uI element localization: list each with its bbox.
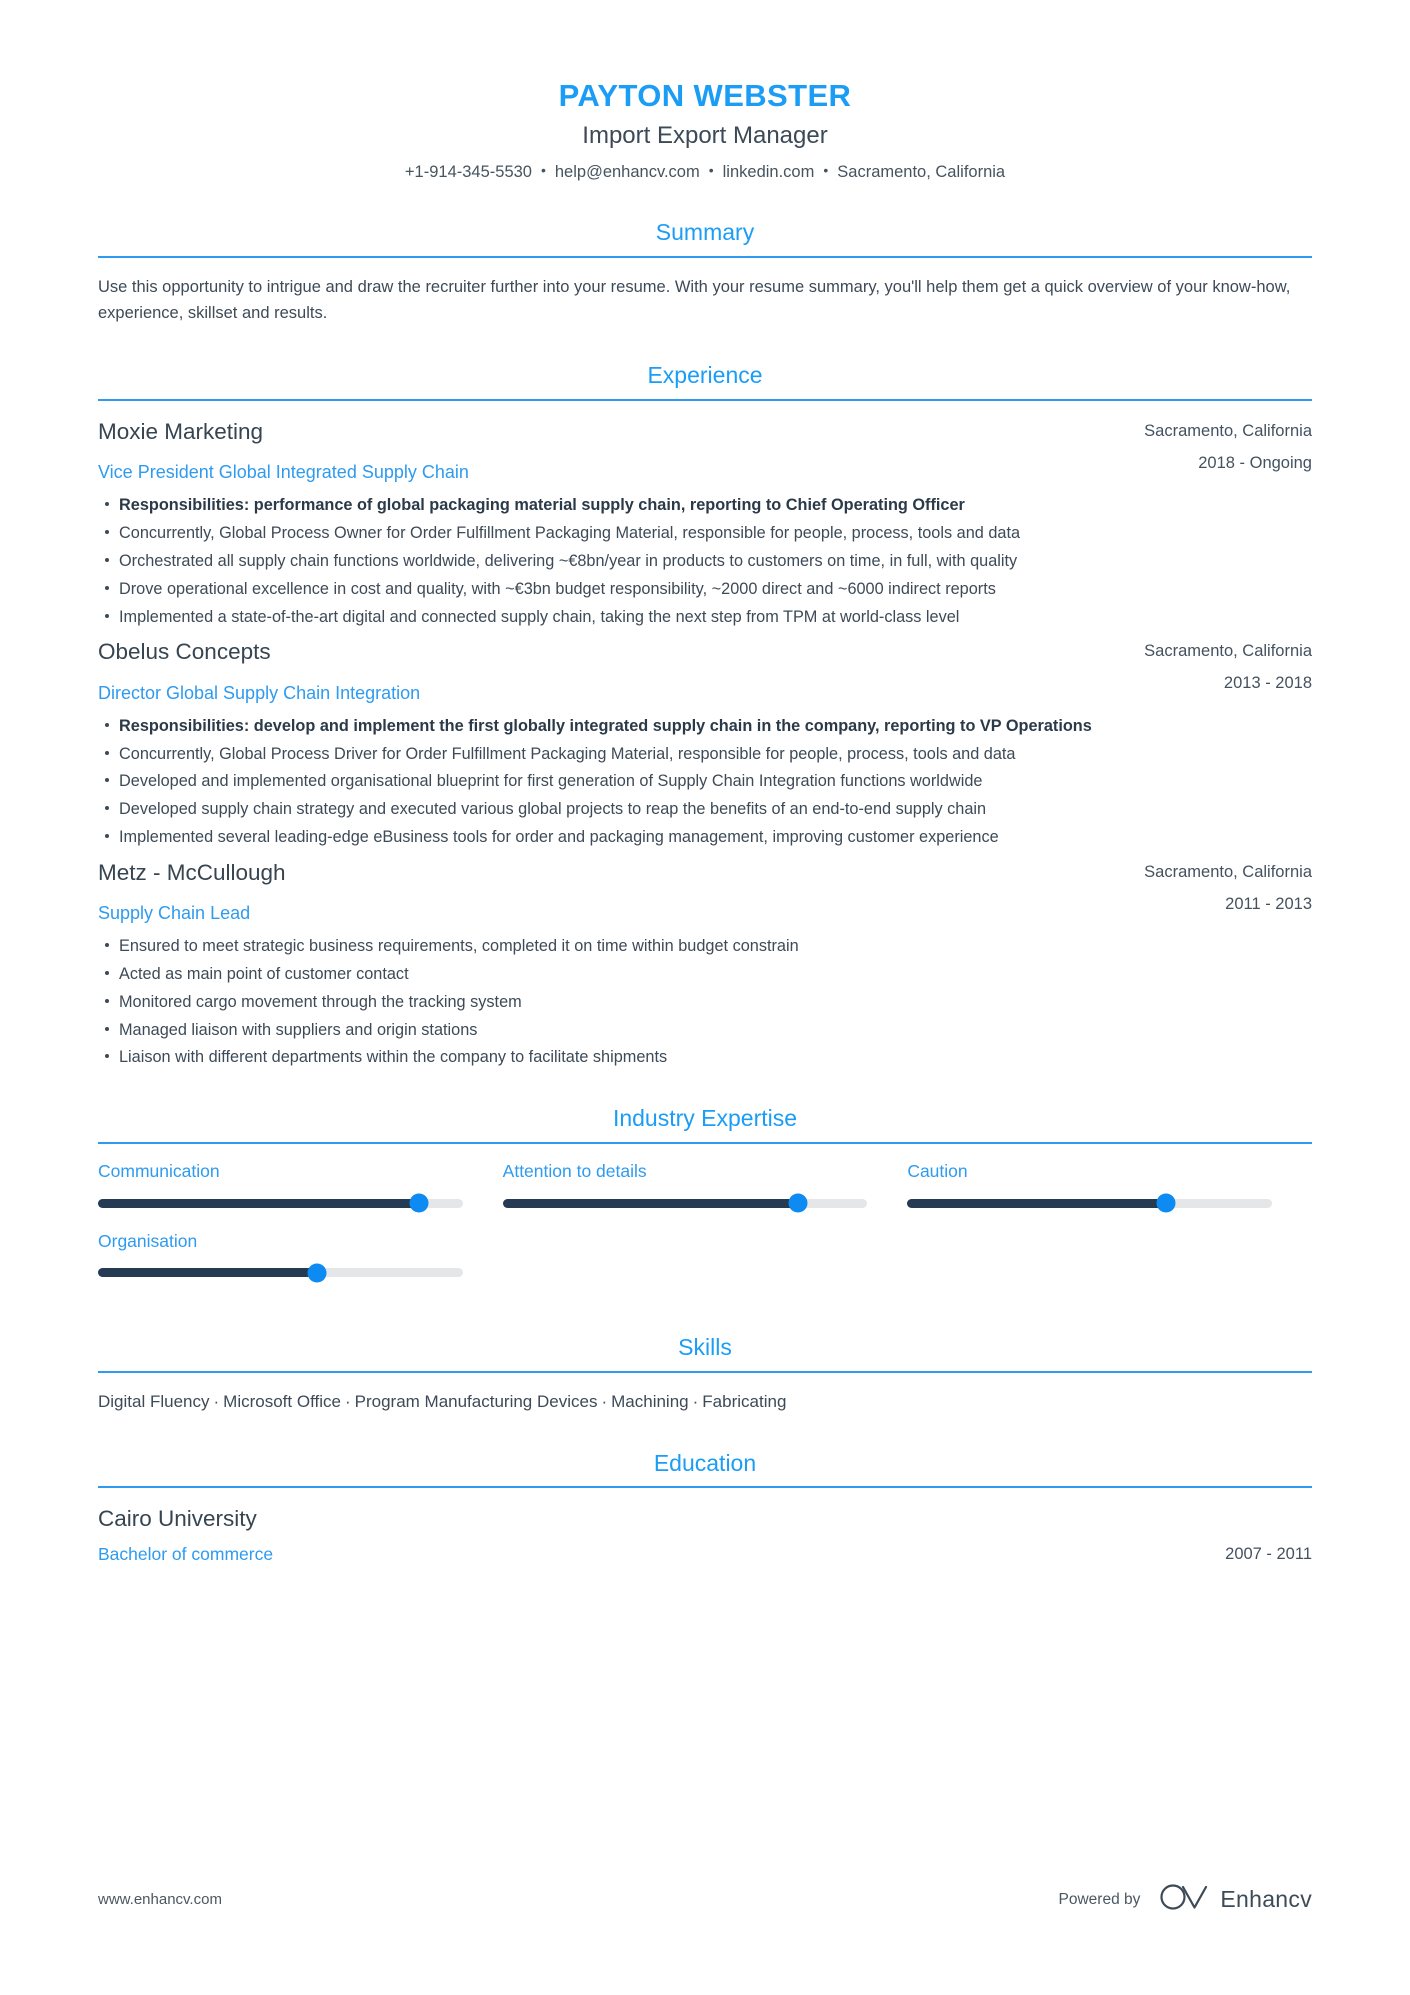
expertise-label: Caution [907, 1160, 968, 1181]
section-experience [98, 361, 1312, 1070]
job-location: Sacramento, California [1144, 421, 1312, 440]
education-dates: 2007 - 2011 [1225, 1545, 1312, 1564]
expertise-slider-track[interactable] [907, 1199, 1272, 1208]
skill-item: Fabricating [702, 1392, 787, 1412]
job-dates: 2018 - Ongoing [1198, 453, 1312, 472]
experience-entry-header [98, 417, 1312, 485]
job-role-title: Director Global Supply Chain Integration [98, 682, 421, 703]
footer-branding [1059, 1882, 1312, 1917]
experience-entry-meta [1107, 417, 1312, 475]
expertise-item [98, 1230, 503, 1278]
expertise-slider-track[interactable] [98, 1199, 463, 1208]
experience-list [98, 401, 1312, 1070]
section-title-industry-expertise: Industry Expertise [612, 1105, 798, 1132]
job-bullet: Concurrently, Global Process Driver for Order Fulfillment Packaging Material, responsible for people, process, tools and data [98, 742, 1312, 767]
job-role-title: Vice President Global Integrated Supply Chain [98, 462, 469, 483]
job-bullet: Responsibilities: performance of global packaging material supply chain, reporting to Chief Operating Officer [98, 493, 1312, 518]
section-title-education: Education [653, 1449, 757, 1476]
skill-separator: · [213, 1392, 220, 1412]
expertise-slider-fill [503, 1199, 798, 1208]
contact-item: +1-914-345-5530 [404, 162, 532, 181]
expertise-label: Attention to details [502, 1160, 647, 1181]
expertise-item [98, 1160, 503, 1208]
company-name: Obelus Concepts [98, 639, 271, 665]
section-title-summary: Summary [655, 218, 755, 245]
experience-entry-meta [1107, 637, 1312, 695]
resume-footer [98, 1882, 1312, 1917]
job-bullet: Responsibilities: develop and implement the first globally integrated supply chain in the company, reporting to VP Operations [98, 714, 1312, 739]
skill-item: Microsoft Office [223, 1392, 341, 1412]
experience-entry [98, 858, 1312, 1070]
job-bullet: Drove operational excellence in cost and quality, with ~€3bn budget responsibility, ~2000 direct and ~6000 indirect reports [98, 577, 1312, 602]
expertise-body [98, 1144, 1312, 1300]
contact-separator: • [540, 161, 546, 178]
section-skills [98, 1333, 1312, 1414]
summary-text: Use this opportunity to intrigue and draw the recruiter further into your resume. With your resume summary, you'll help them get a quick overview of your know-how, experience, skillset and results. [98, 277, 1291, 323]
skills-list [98, 1389, 1312, 1415]
education-list [98, 1488, 1312, 1566]
job-role-title: Supply Chain Lead [98, 902, 251, 923]
expertise-item [907, 1160, 1312, 1208]
job-bullet-list [98, 714, 1312, 850]
job-bullet: Developed and implemented organisational blueprint for first generation of Supply Chain Integration functions worldwide [98, 769, 1312, 794]
candidate-name: PAYTON WEBSTER [558, 78, 852, 113]
education-entry [98, 1504, 1312, 1566]
job-location: Sacramento, California [1144, 862, 1312, 881]
job-bullet: Orchestrated all supply chain functions worldwide, delivering ~€8bn/year in products to customers on time, in full, with quality [98, 549, 1312, 574]
section-education [98, 1449, 1312, 1567]
summary-body [98, 258, 1312, 327]
expertise-label: Communication [98, 1160, 220, 1181]
section-title-experience: Experience [647, 362, 763, 389]
footer-website-url[interactable]: www.enhancv.com [98, 1891, 222, 1908]
education-degree: Bachelor of commerce [98, 1543, 274, 1564]
skills-body [98, 1373, 1312, 1415]
expertise-slider-track[interactable] [503, 1199, 868, 1208]
powered-by-label: Powered by [1058, 1890, 1141, 1908]
experience-entry-main [98, 417, 1107, 485]
enhancv-logo-icon [1158, 1882, 1210, 1917]
expertise-slider-knob[interactable] [307, 1263, 326, 1282]
job-bullet: Concurrently, Global Process Owner for Order Fulfillment Packaging Material, responsible for people, process, tools and data [98, 521, 1312, 546]
expertise-label: Organisation [98, 1230, 198, 1251]
company-name: Moxie Marketing [98, 418, 264, 444]
enhancv-brand-name: Enhancv [1220, 1886, 1312, 1912]
skill-separator: · [344, 1392, 351, 1412]
expertise-slider-track[interactable] [98, 1268, 463, 1277]
job-bullet: Ensured to meet strategic business requirements, completed it on time within budget constrain [98, 934, 1312, 959]
company-name: Metz - McCullough [98, 859, 286, 885]
experience-entry-main [98, 637, 1107, 705]
job-bullet-list [98, 934, 1312, 1070]
expertise-slider-knob[interactable] [789, 1194, 808, 1213]
contact-separator: • [708, 161, 714, 178]
experience-entry-header [98, 637, 1312, 705]
job-dates: 2011 - 2013 [1225, 894, 1312, 913]
experience-entry [98, 637, 1312, 849]
expertise-slider-fill [907, 1199, 1166, 1208]
skill-item: Digital Fluency [98, 1392, 210, 1412]
job-bullet-list [98, 493, 1312, 629]
job-bullet: Implemented several leading-edge eBusiness tools for order and packaging management, improving customer experience [98, 825, 1312, 850]
job-bullet: Managed liaison with suppliers and origin stations [98, 1018, 1312, 1043]
skill-item: Program Manufacturing Devices [354, 1392, 598, 1412]
contact-item[interactable]: help@enhancv.com [554, 162, 700, 181]
job-bullet: Monitored cargo movement through the tracking system [98, 990, 1312, 1015]
skill-separator: · [692, 1392, 699, 1412]
job-location: Sacramento, California [1144, 642, 1312, 661]
section-title-skills: Skills [678, 1334, 732, 1361]
experience-entry-main [98, 858, 1107, 926]
contact-line [98, 161, 1312, 184]
experience-entry-header [98, 858, 1312, 926]
resume-header [98, 0, 1312, 184]
expertise-slider-knob[interactable] [1157, 1194, 1176, 1213]
job-bullet: Acted as main point of customer contact [98, 962, 1312, 987]
contact-item: Sacramento, California [837, 162, 1006, 181]
contact-item[interactable]: linkedin.com [722, 162, 815, 181]
job-bullet: Developed supply chain strategy and executed various global projects to reap the benefits of an end-to-end supply chain [98, 797, 1312, 822]
job-dates: 2013 - 2018 [1223, 674, 1312, 693]
section-summary [98, 218, 1312, 327]
expertise-slider-grid [98, 1160, 1312, 1300]
experience-entry-meta [1107, 858, 1312, 916]
job-bullet: Liaison with different departments within the company to facilitate shipments [98, 1045, 1312, 1070]
expertise-slider-fill [98, 1199, 419, 1208]
education-entry-main [98, 1504, 273, 1565]
education-school: Cairo University [98, 1506, 257, 1532]
expertise-item [503, 1160, 908, 1208]
expertise-slider-fill [98, 1268, 317, 1277]
experience-entry [98, 417, 1312, 629]
skill-separator: · [601, 1392, 608, 1412]
candidate-job-title: Import Export Manager [582, 121, 828, 149]
skill-item: Machining [611, 1392, 689, 1412]
job-bullet: Implemented a state-of-the-art digital and connected supply chain, taking the next step from TPM at world-class level [98, 605, 1312, 630]
expertise-slider-knob[interactable] [409, 1194, 428, 1213]
contact-separator: • [823, 161, 829, 178]
section-industry-expertise [98, 1104, 1312, 1299]
